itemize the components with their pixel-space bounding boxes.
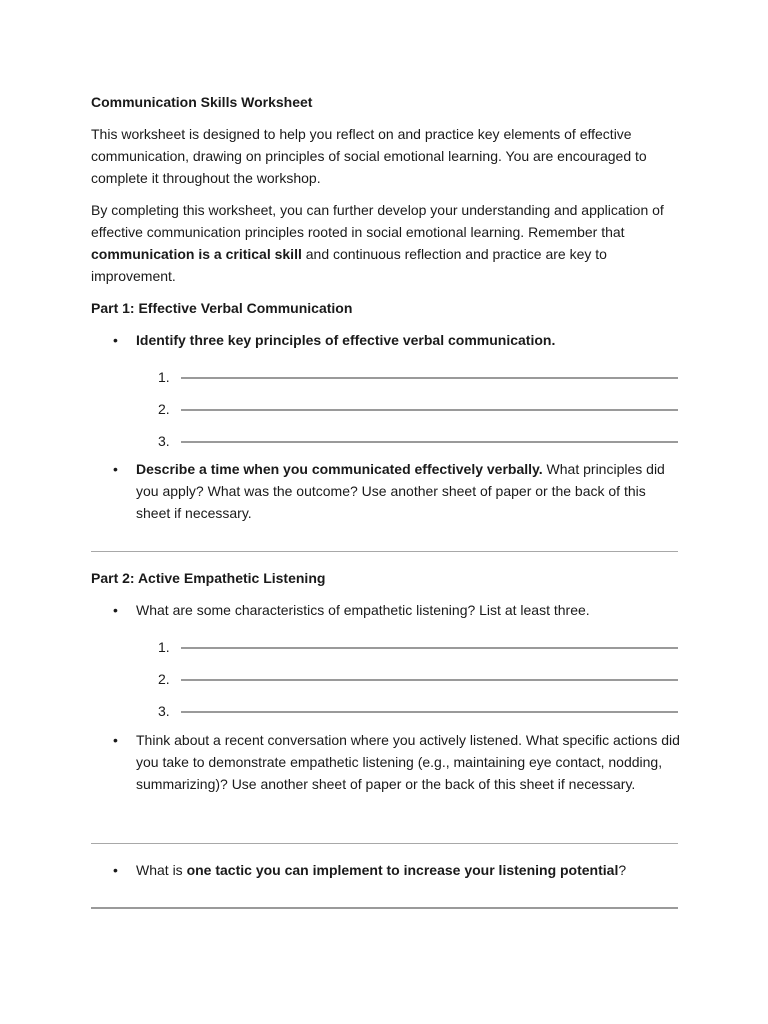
intro-paragraph-2 [91, 199, 681, 287]
bullet-marker: • [113, 332, 118, 348]
part2-answer-line-3[interactable] [158, 700, 678, 722]
part1-bullet-2-rest: What principles did you apply? What was the outcome? Use another sheet of paper or the back of this sheet if necessary. [136, 461, 665, 521]
part1-bullet-2-emphasis: Describe a time when you communicated effectively verbally. [136, 461, 543, 477]
part2-bullet-3 [91, 859, 681, 881]
answer-rule [181, 647, 678, 649]
answer-number: 1. [158, 639, 170, 655]
part1-answer-line-1[interactable] [158, 366, 678, 388]
answer-number: 2. [158, 671, 170, 687]
part1-bullet-1-text: Identify three key principles of effective verbal communication. [136, 332, 556, 348]
part1-answer-line-3[interactable] [158, 430, 678, 452]
intro-paragraph-1: This worksheet is designed to help you reflect on and practice key elements of effective communication, drawing on principles of social emotional learning. You are encouraged to complete it throughout the workshop. [91, 126, 647, 186]
part1-heading: Part 1: Effective Verbal Communication [91, 300, 353, 316]
bullet-marker: • [113, 461, 118, 477]
part2-answer-line-2[interactable] [158, 668, 678, 690]
part2-bullet-3-emphasis: one tactic you can implement to increase your listening potential [186, 862, 619, 878]
final-answer-line[interactable] [91, 907, 678, 909]
answer-number: 2. [158, 401, 170, 417]
part2-answer-line-1[interactable] [158, 636, 678, 658]
answer-number: 3. [158, 703, 170, 719]
part2-bullet-2 [91, 729, 681, 817]
bullet-marker: • [113, 732, 118, 748]
part2-bullet-3-text-b: ? [618, 862, 627, 878]
part1-bullet-1 [91, 329, 681, 351]
part2-bullet-1-text: What are some characteristics of empathetic listening? List at least three. [136, 602, 590, 618]
section-divider [91, 843, 678, 844]
intro-p2-text-a: By completing this worksheet, you can further develop your understanding and application of effective communication principles rooted in social emotional learning. Remember that [91, 202, 664, 240]
part2-bullet-2-text: Think about a recent conversation where you actively listened. What specific actions did you take to demonstrate empathetic listening (e.g., maintaining eye contact, nodding, summarizing)? Use another sheet of paper or the back of this sheet if necessary. [136, 732, 680, 792]
intro-p2-emphasis: communication is a critical skill [91, 246, 302, 262]
part2-bullet-1 [91, 599, 681, 621]
part1-bullet-2 [91, 458, 681, 524]
answer-number: 1. [158, 369, 170, 385]
answer-rule [181, 377, 678, 379]
intro-p2-text-b: and continuous reflection and practice are key to improvement. [91, 246, 607, 284]
page-title: Communication Skills Worksheet [91, 94, 313, 110]
answer-rule [181, 679, 678, 681]
answer-number: 3. [158, 433, 170, 449]
section-divider [91, 551, 678, 552]
answer-rule [181, 711, 678, 713]
bullet-marker: • [113, 862, 118, 878]
part1-answer-line-2[interactable] [158, 398, 678, 420]
part2-bullet-3-text [136, 859, 681, 881]
part1-bullet-2-text [136, 458, 681, 524]
answer-rule [181, 409, 678, 411]
answer-rule [181, 441, 678, 443]
part2-heading: Part 2: Active Empathetic Listening [91, 570, 326, 586]
part2-bullet-3-text-a: What is [136, 862, 187, 878]
bullet-marker: • [113, 602, 118, 618]
